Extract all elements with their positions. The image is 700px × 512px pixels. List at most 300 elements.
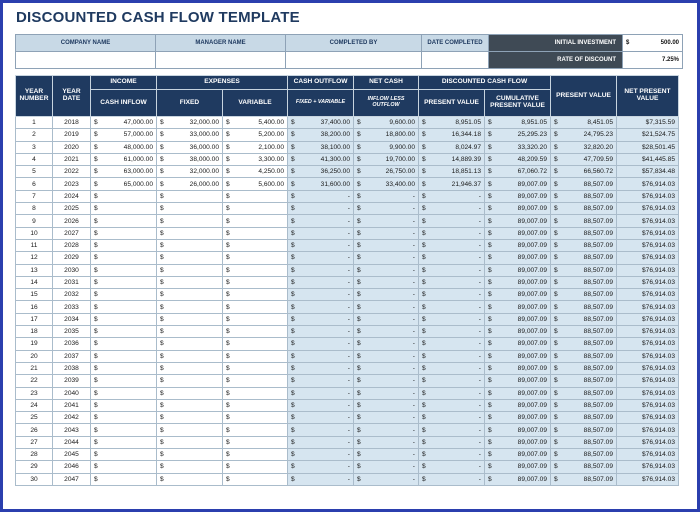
cash-outflow-cell bbox=[288, 252, 354, 264]
net-present-value-cell: $76,914.03 bbox=[617, 301, 679, 313]
cell-value: 88,507.09 bbox=[583, 254, 613, 262]
present-value-summary-cell bbox=[551, 129, 617, 141]
fixed-expense-cell[interactable] bbox=[157, 301, 223, 313]
variable-expense-cell[interactable] bbox=[223, 141, 288, 153]
variable-expense-cell[interactable] bbox=[223, 399, 288, 411]
rate-of-discount-input[interactable]: 7.25% bbox=[623, 52, 683, 69]
cash-inflow-cell[interactable] bbox=[91, 252, 157, 264]
cell-value: 88,507.09 bbox=[583, 463, 613, 471]
present-value-summary-cell bbox=[551, 227, 617, 239]
variable-expense-cell[interactable] bbox=[223, 215, 288, 227]
net-present-value-cell: $76,914.03 bbox=[617, 473, 679, 485]
cell-value: 26,750.00 bbox=[385, 168, 415, 176]
variable-expense-cell[interactable] bbox=[223, 461, 288, 473]
currency-symbol: $ bbox=[160, 242, 164, 250]
present-value-summary-cell bbox=[551, 350, 617, 362]
year-date-cell: 2027 bbox=[53, 227, 91, 239]
variable-expense-cell[interactable] bbox=[223, 436, 288, 448]
year-date-cell: 2045 bbox=[53, 449, 91, 461]
currency-symbol: $ bbox=[94, 291, 98, 299]
variable-expense-cell[interactable] bbox=[223, 473, 288, 485]
table-row bbox=[16, 301, 679, 313]
cell-value: 31,600.00 bbox=[320, 180, 350, 188]
net-cash-cell bbox=[354, 473, 419, 485]
fixed-expense-cell[interactable] bbox=[157, 117, 223, 129]
currency-symbol: $ bbox=[291, 463, 295, 471]
fixed-expense-cell[interactable] bbox=[157, 424, 223, 436]
currency-symbol: $ bbox=[160, 463, 164, 471]
fixed-expense-cell[interactable] bbox=[157, 129, 223, 141]
currency-symbol: $ bbox=[94, 180, 98, 188]
cell-value: - bbox=[347, 303, 350, 311]
cumulative-present-value-cell bbox=[485, 338, 551, 350]
variable-expense-cell[interactable] bbox=[223, 338, 288, 350]
cash-inflow-cell[interactable] bbox=[91, 338, 157, 350]
fixed-expense-cell[interactable] bbox=[157, 436, 223, 448]
cell-value: - bbox=[347, 414, 350, 422]
present-value-cell bbox=[419, 449, 485, 461]
net-present-value-cell: $76,914.03 bbox=[617, 276, 679, 288]
cash-outflow-cell bbox=[288, 276, 354, 288]
variable-expense-cell[interactable] bbox=[223, 301, 288, 313]
year-number-cell: 9 bbox=[16, 215, 53, 227]
currency-symbol: $ bbox=[488, 229, 492, 237]
variable-expense-cell[interactable] bbox=[223, 350, 288, 362]
variable-expense-cell[interactable] bbox=[223, 387, 288, 399]
cell-value: - bbox=[347, 451, 350, 459]
year-number-cell: 1 bbox=[16, 117, 53, 129]
currency-symbol: $ bbox=[422, 315, 426, 323]
variable-expense-cell[interactable] bbox=[223, 252, 288, 264]
fixed-expense-cell[interactable] bbox=[157, 412, 223, 424]
currency-symbol: $ bbox=[291, 119, 295, 127]
variable-expense-cell[interactable] bbox=[223, 375, 288, 387]
present-value-cell bbox=[419, 239, 485, 251]
net-present-value-cell: $28,501.45 bbox=[617, 141, 679, 153]
cell-value: - bbox=[347, 217, 350, 225]
year-date-cell: 2047 bbox=[53, 473, 91, 485]
present-value-summary-cell bbox=[551, 190, 617, 202]
header-net-present-value: NET PRESENT VALUE bbox=[617, 76, 679, 117]
cumulative-present-value-cell bbox=[485, 153, 551, 165]
currency-symbol: $ bbox=[422, 119, 426, 127]
currency-symbol: $ bbox=[160, 266, 164, 274]
currency-symbol: $ bbox=[357, 229, 361, 237]
cell-value: 89,007.09 bbox=[517, 315, 547, 323]
present-value-summary-cell bbox=[551, 424, 617, 436]
net-cash-cell bbox=[354, 276, 419, 288]
currency-symbol: $ bbox=[291, 168, 295, 176]
fixed-expense-cell[interactable] bbox=[157, 350, 223, 362]
year-date-cell: 2046 bbox=[53, 461, 91, 473]
currency-symbol: $ bbox=[291, 377, 295, 385]
cash-outflow-cell bbox=[288, 326, 354, 338]
table-row bbox=[16, 141, 679, 153]
cash-inflow-cell[interactable] bbox=[91, 289, 157, 301]
currency-symbol: $ bbox=[291, 389, 295, 397]
year-date-cell: 2043 bbox=[53, 424, 91, 436]
currency-symbol: $ bbox=[160, 475, 164, 483]
variable-expense-cell[interactable] bbox=[223, 412, 288, 424]
table-row bbox=[16, 473, 679, 485]
cash-inflow-cell[interactable] bbox=[91, 264, 157, 276]
cumulative-present-value-cell bbox=[485, 289, 551, 301]
currency-symbol: $ bbox=[160, 340, 164, 348]
variable-expense-cell[interactable] bbox=[223, 190, 288, 202]
variable-expense-cell[interactable] bbox=[223, 289, 288, 301]
table-row bbox=[16, 399, 679, 411]
fixed-expense-cell[interactable] bbox=[157, 399, 223, 411]
cash-inflow-cell[interactable] bbox=[91, 362, 157, 374]
cell-value: 3,300.00 bbox=[258, 156, 284, 164]
cell-value: 19,700.00 bbox=[385, 156, 415, 164]
net-cash-cell bbox=[354, 117, 419, 129]
cumulative-present-value-cell bbox=[485, 313, 551, 325]
year-number-cell: 27 bbox=[16, 436, 53, 448]
cell-value: - bbox=[347, 401, 350, 409]
cell-value: - bbox=[478, 192, 481, 200]
net-cash-cell bbox=[354, 289, 419, 301]
variable-expense-cell[interactable] bbox=[223, 239, 288, 251]
cash-inflow-cell[interactable] bbox=[91, 178, 157, 190]
cell-value: 89,007.09 bbox=[517, 377, 547, 385]
variable-expense-cell[interactable] bbox=[223, 166, 288, 178]
cash-inflow-cell[interactable] bbox=[91, 301, 157, 313]
cell-value: 88,507.09 bbox=[583, 389, 613, 397]
header-discounted-cash-flow: DISCOUNTED CASH FLOW bbox=[419, 76, 551, 90]
currency-symbol: $ bbox=[488, 414, 492, 422]
cell-value: 33,400.00 bbox=[385, 180, 415, 188]
variable-expense-cell[interactable] bbox=[223, 264, 288, 276]
cumulative-present-value-cell bbox=[485, 412, 551, 424]
currency-symbol: $ bbox=[160, 254, 164, 262]
cell-value: - bbox=[412, 365, 415, 373]
cell-value: - bbox=[478, 401, 481, 409]
currency-symbol: $ bbox=[422, 352, 426, 360]
table-row bbox=[16, 362, 679, 374]
cell-value: 89,007.09 bbox=[517, 254, 547, 262]
currency-symbol: $ bbox=[488, 180, 492, 188]
year-date-cell: 2028 bbox=[53, 239, 91, 251]
cash-inflow-cell[interactable] bbox=[91, 215, 157, 227]
cash-inflow-cell[interactable] bbox=[91, 190, 157, 202]
net-present-value-cell: $76,914.03 bbox=[617, 338, 679, 350]
currency-symbol: $ bbox=[554, 475, 558, 483]
table-row bbox=[16, 190, 679, 202]
net-present-value-cell: $76,914.03 bbox=[617, 449, 679, 461]
fixed-expense-cell[interactable] bbox=[157, 178, 223, 190]
table-row bbox=[16, 412, 679, 424]
variable-expense-cell[interactable] bbox=[223, 178, 288, 190]
present-value-summary-cell bbox=[551, 375, 617, 387]
cell-value: - bbox=[347, 205, 350, 213]
cell-value: 57,000.00 bbox=[123, 131, 153, 139]
rate-of-discount-label: RATE OF DISCOUNT bbox=[489, 52, 623, 69]
fixed-expense-cell[interactable] bbox=[157, 338, 223, 350]
currency-symbol: $ bbox=[94, 119, 98, 127]
currency-symbol: $ bbox=[226, 377, 230, 385]
cash-inflow-cell[interactable] bbox=[91, 166, 157, 178]
fixed-expense-cell[interactable] bbox=[157, 313, 223, 325]
cell-value: 89,007.09 bbox=[517, 463, 547, 471]
present-value-cell bbox=[419, 264, 485, 276]
present-value-cell bbox=[419, 203, 485, 215]
present-value-cell bbox=[419, 362, 485, 374]
cell-value: - bbox=[478, 254, 481, 262]
table-row bbox=[16, 203, 679, 215]
currency-symbol: $ bbox=[357, 291, 361, 299]
currency-symbol: $ bbox=[291, 414, 295, 422]
fixed-expense-cell[interactable] bbox=[157, 215, 223, 227]
currency-symbol: $ bbox=[488, 328, 492, 336]
cash-inflow-cell[interactable] bbox=[91, 203, 157, 215]
present-value-summary-cell bbox=[551, 387, 617, 399]
variable-expense-cell[interactable] bbox=[223, 326, 288, 338]
cell-value: - bbox=[478, 229, 481, 237]
fixed-expense-cell[interactable] bbox=[157, 449, 223, 461]
cash-inflow-cell[interactable] bbox=[91, 387, 157, 399]
net-cash-cell bbox=[354, 166, 419, 178]
cash-inflow-cell[interactable] bbox=[91, 129, 157, 141]
currency-symbol: $ bbox=[160, 205, 164, 213]
currency-symbol: $ bbox=[422, 156, 426, 164]
currency-symbol: $ bbox=[357, 328, 361, 336]
fixed-expense-cell[interactable] bbox=[157, 375, 223, 387]
currency-symbol: $ bbox=[422, 254, 426, 262]
header-year-number: YEAR NUMBER bbox=[16, 76, 53, 117]
currency-symbol: $ bbox=[422, 451, 426, 459]
currency-symbol: $ bbox=[94, 340, 98, 348]
cash-inflow-cell[interactable] bbox=[91, 473, 157, 485]
cell-value: - bbox=[412, 205, 415, 213]
table-row bbox=[16, 153, 679, 165]
fixed-expense-cell[interactable] bbox=[157, 252, 223, 264]
table-row bbox=[16, 276, 679, 288]
cash-outflow-cell bbox=[288, 215, 354, 227]
fixed-expense-cell[interactable] bbox=[157, 190, 223, 202]
fixed-expense-cell[interactable] bbox=[157, 362, 223, 374]
cell-value: 48,209.59 bbox=[517, 156, 547, 164]
cell-value: 89,007.09 bbox=[517, 192, 547, 200]
net-cash-cell bbox=[354, 362, 419, 374]
cash-inflow-cell[interactable] bbox=[91, 326, 157, 338]
completed-by-input[interactable] bbox=[286, 52, 422, 69]
year-number-cell: 4 bbox=[16, 153, 53, 165]
cell-value: 38,200.00 bbox=[320, 131, 350, 139]
currency-symbol: $ bbox=[160, 352, 164, 360]
cash-inflow-cell[interactable] bbox=[91, 449, 157, 461]
currency-symbol: $ bbox=[357, 217, 361, 225]
cell-value: 5,400.00 bbox=[258, 119, 284, 127]
net-cash-cell bbox=[354, 424, 419, 436]
currency-symbol: $ bbox=[488, 266, 492, 274]
currency-symbol: $ bbox=[160, 377, 164, 385]
cash-inflow-cell[interactable] bbox=[91, 141, 157, 153]
currency-symbol: $ bbox=[422, 438, 426, 446]
fixed-expense-cell[interactable] bbox=[157, 326, 223, 338]
manager-name-input[interactable] bbox=[156, 52, 286, 69]
initial-investment-label: INITIAL INVESTMENT bbox=[489, 35, 623, 52]
initial-investment-input[interactable] bbox=[623, 35, 683, 52]
cash-outflow-cell bbox=[288, 399, 354, 411]
present-value-summary-cell bbox=[551, 313, 617, 325]
table-row bbox=[16, 449, 679, 461]
variable-expense-cell[interactable] bbox=[223, 227, 288, 239]
currency-symbol: $ bbox=[94, 389, 98, 397]
cumulative-present-value-cell bbox=[485, 264, 551, 276]
cash-inflow-cell[interactable] bbox=[91, 117, 157, 129]
currency-symbol: $ bbox=[422, 426, 426, 434]
currency-symbol: $ bbox=[94, 254, 98, 262]
net-cash-cell bbox=[354, 301, 419, 313]
fixed-expense-cell[interactable] bbox=[157, 141, 223, 153]
year-number-cell: 22 bbox=[16, 375, 53, 387]
currency-symbol: $ bbox=[226, 352, 230, 360]
fixed-expense-cell[interactable] bbox=[157, 387, 223, 399]
fixed-expense-cell[interactable] bbox=[157, 203, 223, 215]
cell-value: - bbox=[412, 463, 415, 471]
info-table bbox=[15, 34, 683, 69]
cell-value: - bbox=[478, 242, 481, 250]
currency-symbol: $ bbox=[422, 401, 426, 409]
currency-symbol: $ bbox=[94, 266, 98, 274]
fixed-expense-cell[interactable] bbox=[157, 461, 223, 473]
currency-symbol: $ bbox=[554, 451, 558, 459]
cell-value: 88,507.09 bbox=[583, 315, 613, 323]
cash-outflow-cell bbox=[288, 289, 354, 301]
cell-value: 88,507.09 bbox=[583, 328, 613, 336]
cash-inflow-cell[interactable] bbox=[91, 399, 157, 411]
cell-value: - bbox=[347, 426, 350, 434]
variable-expense-cell[interactable] bbox=[223, 276, 288, 288]
cell-value: 67,060.72 bbox=[517, 168, 547, 176]
currency-symbol: $ bbox=[160, 401, 164, 409]
cell-value: - bbox=[412, 229, 415, 237]
currency-symbol: $ bbox=[226, 291, 230, 299]
variable-expense-cell[interactable] bbox=[223, 313, 288, 325]
header-income: INCOME bbox=[91, 76, 157, 90]
currency-symbol: $ bbox=[291, 291, 295, 299]
cell-value: 33,320.20 bbox=[517, 143, 547, 151]
currency-symbol: $ bbox=[160, 365, 164, 373]
cash-inflow-cell[interactable] bbox=[91, 424, 157, 436]
net-cash-cell bbox=[354, 449, 419, 461]
currency-symbol: $ bbox=[422, 303, 426, 311]
currency-symbol: $ bbox=[291, 254, 295, 262]
year-date-cell: 2021 bbox=[53, 153, 91, 165]
table-row bbox=[16, 326, 679, 338]
variable-expense-cell[interactable] bbox=[223, 424, 288, 436]
currency-symbol: $ bbox=[291, 242, 295, 250]
cash-inflow-cell[interactable] bbox=[91, 239, 157, 251]
fixed-expense-cell[interactable] bbox=[157, 289, 223, 301]
currency-symbol: $ bbox=[226, 168, 230, 176]
currency-symbol: $ bbox=[160, 279, 164, 286]
year-date-cell: 2022 bbox=[53, 166, 91, 178]
fixed-expense-cell[interactable] bbox=[157, 153, 223, 165]
cell-value: - bbox=[412, 192, 415, 200]
currency-symbol: $ bbox=[291, 156, 295, 164]
cash-inflow-cell[interactable] bbox=[91, 153, 157, 165]
currency-symbol: $ bbox=[160, 438, 164, 446]
currency-symbol: $ bbox=[291, 303, 295, 311]
currency-symbol: $ bbox=[291, 328, 295, 336]
net-present-value-cell: $76,914.03 bbox=[617, 178, 679, 190]
variable-expense-cell[interactable] bbox=[223, 153, 288, 165]
fixed-expense-cell[interactable] bbox=[157, 239, 223, 251]
cell-value: 88,507.09 bbox=[583, 401, 613, 409]
currency-symbol: $ bbox=[357, 340, 361, 348]
cash-inflow-cell[interactable] bbox=[91, 375, 157, 387]
currency-symbol: $ bbox=[422, 205, 426, 213]
cell-value: - bbox=[478, 340, 481, 348]
cash-inflow-cell[interactable] bbox=[91, 313, 157, 325]
year-number-cell: 6 bbox=[16, 178, 53, 190]
currency-symbol: $ bbox=[226, 475, 230, 483]
variable-expense-cell[interactable] bbox=[223, 449, 288, 461]
currency-symbol: $ bbox=[94, 217, 98, 225]
fixed-expense-cell[interactable] bbox=[157, 473, 223, 485]
manager-name-label: MANAGER NAME bbox=[156, 35, 286, 52]
variable-expense-cell[interactable] bbox=[223, 362, 288, 374]
cell-value: 88,507.09 bbox=[583, 438, 613, 446]
table-row bbox=[16, 313, 679, 325]
present-value-cell bbox=[419, 289, 485, 301]
cell-value: 47,709.59 bbox=[583, 156, 613, 164]
currency-symbol: $ bbox=[422, 217, 426, 225]
table-row bbox=[16, 375, 679, 387]
year-number-cell: 17 bbox=[16, 313, 53, 325]
currency-symbol: $ bbox=[226, 205, 230, 213]
cash-inflow-cell[interactable] bbox=[91, 436, 157, 448]
present-value-summary-cell bbox=[551, 326, 617, 338]
cash-outflow-cell bbox=[288, 375, 354, 387]
fixed-expense-cell[interactable] bbox=[157, 276, 223, 288]
cash-inflow-cell[interactable] bbox=[91, 276, 157, 288]
currency-symbol: $ bbox=[554, 192, 558, 200]
year-date-cell: 2025 bbox=[53, 203, 91, 215]
cell-value: 88,507.09 bbox=[583, 229, 613, 237]
cell-value: 89,007.09 bbox=[517, 438, 547, 446]
currency-symbol: $ bbox=[488, 389, 492, 397]
variable-expense-cell[interactable] bbox=[223, 129, 288, 141]
cash-inflow-cell[interactable] bbox=[91, 350, 157, 362]
date-completed-input[interactable] bbox=[422, 52, 489, 69]
variable-expense-cell[interactable] bbox=[223, 117, 288, 129]
cash-inflow-cell[interactable] bbox=[91, 461, 157, 473]
currency-symbol: $ bbox=[357, 389, 361, 397]
fixed-expense-cell[interactable] bbox=[157, 227, 223, 239]
cell-value: 89,007.09 bbox=[517, 266, 547, 274]
cell-value: 89,007.09 bbox=[517, 451, 547, 459]
variable-expense-cell[interactable] bbox=[223, 203, 288, 215]
cumulative-present-value-cell bbox=[485, 215, 551, 227]
fixed-expense-cell[interactable] bbox=[157, 264, 223, 276]
cash-inflow-cell[interactable] bbox=[91, 412, 157, 424]
cash-inflow-cell[interactable] bbox=[91, 227, 157, 239]
cell-value: 8,951.05 bbox=[521, 119, 547, 127]
table-row bbox=[16, 129, 679, 141]
present-value-summary-cell bbox=[551, 399, 617, 411]
cell-value: - bbox=[347, 463, 350, 471]
cell-value: 24,795.23 bbox=[583, 131, 613, 139]
cell-value: - bbox=[347, 438, 350, 446]
company-name-input[interactable] bbox=[16, 52, 156, 69]
fixed-expense-cell[interactable] bbox=[157, 166, 223, 178]
cell-value: - bbox=[412, 438, 415, 446]
currency-symbol: $ bbox=[160, 426, 164, 434]
cell-value: - bbox=[478, 365, 481, 373]
